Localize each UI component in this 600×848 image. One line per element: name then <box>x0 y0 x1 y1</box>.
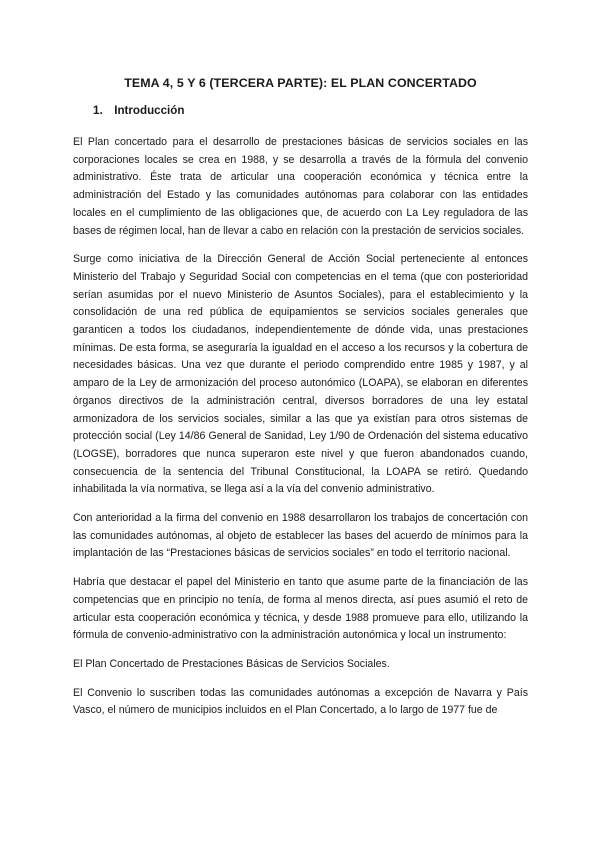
document-title: TEMA 4, 5 Y 6 (TERCERA PARTE): EL PLAN CONCERTADO <box>124 76 477 90</box>
paragraph-3: Con anterioridad a la firma del convenio en 1988 desarrollaron los trabajos de concertación con las comunidades autónomas, al objeto de establecer las bases del acuerdo de mínimos para la implantación de las “Prestaciones básicas de servicios sociales” en todo el territorio nacional. <box>73 512 528 560</box>
paragraph-2: Surge como iniciativa de la Dirección General de Acción Social perteneciente al entonces Ministerio del Trabajo y Seguridad Social con competencias en el tema (que con posterioridad serían asumidas por el nuevo Ministerio de Asuntos Sociales), para el establecimiento y la consolidación de una red pública de equipamientos se servicios sociales generales que garanticen a todos los ciudadanos, independientemente de dónde vida, unas prestaciones mínimas. De esta forma, se aseguraría la igualdad en el acceso a los recursos y la cobertura de necesidades básicas. Una vez que durante el periodo comprendido entre 1985 y 1987, y al amparo de la Ley de armonización del proceso autonómico (LOAPA), se elaboran en diferentes órganos directivos de la administración central, diversos borradores de una ley estatal armonizadora de los servicios sociales, similar a las que ya existían para otros sistemas de protección social (Ley 14/86 General de Sanidad, Ley 1/90 de Ordenación del sistema educativo (LOGSE), borradores que nunca superaron este nivel y que fueron abandonados cuando, consecuencia de la sentencia del Tribunal Constitucional, la LOAPA se retiró. Quedando inhabilitada la vía normativa, se llega así a la vía del convenio administrativo. <box>73 253 528 496</box>
paragraph-6: El Convenio lo suscriben todas las comunidades autónomas a excepción de Navarra y País Vasco, el número de municipios incluidos en el Plan Concertado, a lo largo de 1977 fue de <box>73 686 528 717</box>
paragraph-1: El Plan concertado para el desarrollo de prestaciones básicas de servicios sociales en las corporaciones locales se crea en 1988, y se desarrolla a través de la fórmula del convenio administrativo. Éste trata de articular una cooperación económica y técnica entre la administración del Estado y las comunidades autónomas para colaborar con las entidades locales en el cumplimiento de las obligaciones que, de acuerdo con La Ley reguladora de las bases de régimen local, han de llevar a cabo en relación con la prestación de servicios sociales. <box>73 136 528 237</box>
section-number: 1. <box>93 104 103 117</box>
paragraph-5: El Plan Concertado de Prestaciones Básicas de Servicios Sociales. <box>73 657 390 670</box>
section-heading <box>93 104 528 117</box>
section-label: Introducción <box>114 104 185 117</box>
paragraph-4: Habría que destacar el papel del Ministerio en tanto que asume parte de la financiación de las competencias que en principio no tenía, de forma al menos directa, así pues asumió el reto de articular esta cooperación económica y técnica, y desde 1988 promueve para ello, utilizando la fórmula de convenio-administrativo con la administración autonómica y local un instrumento: <box>73 576 528 642</box>
